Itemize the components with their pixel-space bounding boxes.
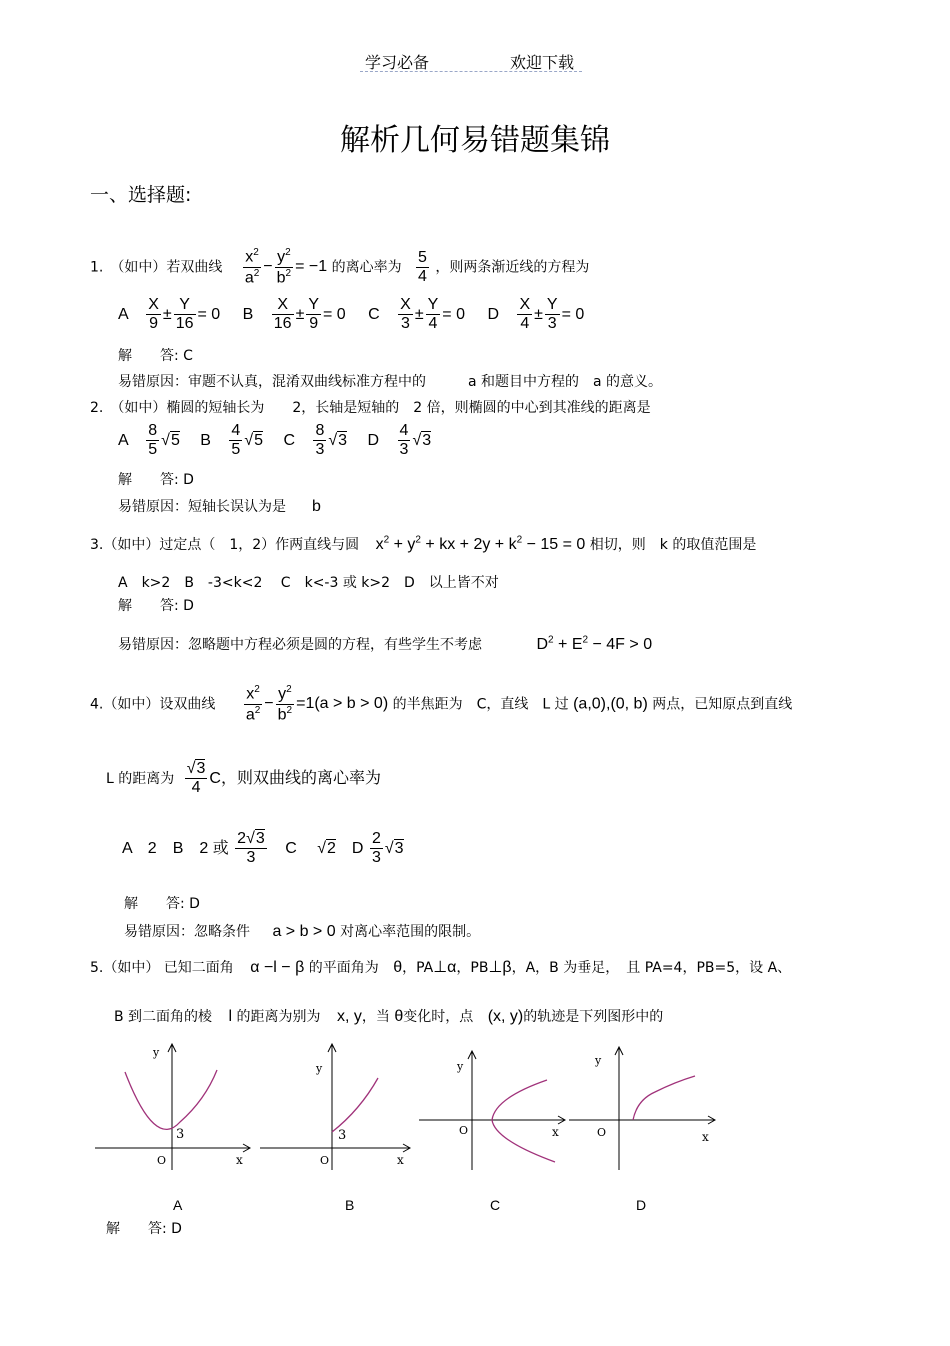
q1-option-c: C $\frac{X}{3}$ ± $\frac{Y}{4}$ = 0 (368, 296, 465, 333)
q2-options (118, 422, 431, 460)
svg-text:y: y (595, 1054, 602, 1067)
svg-text:y: y (457, 1060, 464, 1073)
q1-option-a: A $\frac{X}{9}$ ± $\frac{Y}{16}$ = 0 (118, 296, 221, 333)
q4-options: A 2 B 2 或 $\frac{2√3}{3}$ C √2 D $\frac{2}{3}$ √3 (122, 830, 404, 867)
graph-label-a: A (173, 1197, 183, 1213)
graph-label-c: C (490, 1197, 501, 1213)
graph-b (260, 1040, 420, 1175)
q5-line2: B 到二面角的棱 l 的距离为别为 x, y，当 θ变化时，点 (x, y)的轨迹是下列图形中的 (114, 1008, 664, 1025)
svg-text:x: x (552, 1125, 559, 1139)
q2-stem: 2. （如中）椭圆的短轴长为 2，长轴是短轴的 2 倍，则椭圆的中心到其准线的距离是 (90, 400, 651, 416)
svg-text:x: x (702, 1130, 709, 1144)
svg-text:O: O (320, 1154, 330, 1167)
graph-d (565, 1040, 725, 1175)
q3-stem: 3.（如中）过定点（ 1，2）作两直线与圆 $x^2 + y^2$ + kx + $2y + k^2 - 15 = 0$ 相切，则 k 的取值范围是 (90, 534, 757, 553)
q1-options (118, 296, 584, 334)
q5-answer: 解 答: D (106, 1221, 182, 1237)
q3-reason: 易错原因：忽略题中方程必须是圆的方程，有些学生不考虑 $D^2 + E^2 - 4F > 0$ (118, 634, 653, 653)
svg-text:y: y (316, 1062, 323, 1075)
header-right: 欢迎下载 (510, 53, 575, 72)
q3-answer: 解 答: D (118, 598, 194, 614)
q2-option-d: D $\frac{4}{3}$ √3 (367, 422, 432, 459)
q1-option-d: D $\frac{X}{4}$ ± $\frac{Y}{3}$ = 0 (487, 296, 585, 333)
q2-option-c: C $\frac{8}{3}$ √3 (283, 422, 348, 459)
q4-reason: 易错原因：忽略条件 a > b > 0 对离心率范围的限制。 (124, 923, 481, 940)
svg-text:3: 3 (176, 1127, 185, 1142)
q1-option-b: B $\frac{X}{16}$ ± $\frac{Y}{9}$ = 0 (242, 296, 346, 333)
svg-text:x: x (236, 1153, 243, 1167)
header-divider (360, 71, 582, 72)
svg-text:O: O (597, 1126, 607, 1139)
q5-stem: 5.（如中） 已知二面角 α −l − β 的平面角为 θ，PA⊥α，PB⊥β，A，B 为垂足， 且 PA=4，PB=5，设 A、 (90, 959, 792, 976)
q3-options: A k>2 B -3<k<2 C k<-3 或 k>2 D 以上皆不对 (118, 575, 499, 591)
q1-reason: 易错原因：审题不认真，混淆双曲线标准方程中的 a 和题目中方程的 a 的意义。 (118, 374, 663, 390)
q2-answer: 解 答: D (118, 472, 194, 488)
q2-option-b: B $\frac{4}{5}$ √5 (200, 422, 264, 459)
svg-text:x: x (397, 1153, 404, 1167)
graph-a (95, 1040, 255, 1175)
svg-text:y: y (153, 1046, 160, 1059)
svg-text:3: 3 (338, 1128, 347, 1143)
svg-text:O: O (157, 1154, 167, 1167)
header-left: 学习必备 (365, 53, 430, 72)
q2-option-a: A $\frac{8}{5}$ √5 (118, 422, 180, 459)
graph-c (415, 1040, 575, 1175)
graph-label-d: D (636, 1197, 647, 1213)
section-heading: 一、选择题: (90, 184, 192, 206)
svg-text:O: O (459, 1124, 469, 1137)
q4-answer: 解 答: D (124, 896, 200, 912)
q4-stem: 4.（如中）设双曲线 $\frac{x^2}{a^2}$ − $\frac{y^2}{b^2}$ =1(a > b > 0) 的半焦距为 C，直线 L 过 (a,0),(0, b) 两点，已知原点到直线 (90, 684, 793, 724)
q4-line2: L 的距离为 $\frac{√3}{4}$ C，则双曲线的离心率为 (106, 760, 381, 797)
q2-reason: 易错原因：短轴长误认为是 b (118, 498, 321, 515)
q1-answer: 解 答: C (118, 348, 193, 364)
graph-label-b: B (345, 1197, 355, 1213)
page-title: 解析几何易错题集锦 (340, 123, 610, 158)
q1-stem: 1. （如中）若双曲线 $\frac{x^2}{a^2}$ − $\frac{y^2}{b^2}$ = −1 的离心率为 $\frac{5}{4}$ ，则两条渐近线的方程为 (90, 247, 590, 287)
